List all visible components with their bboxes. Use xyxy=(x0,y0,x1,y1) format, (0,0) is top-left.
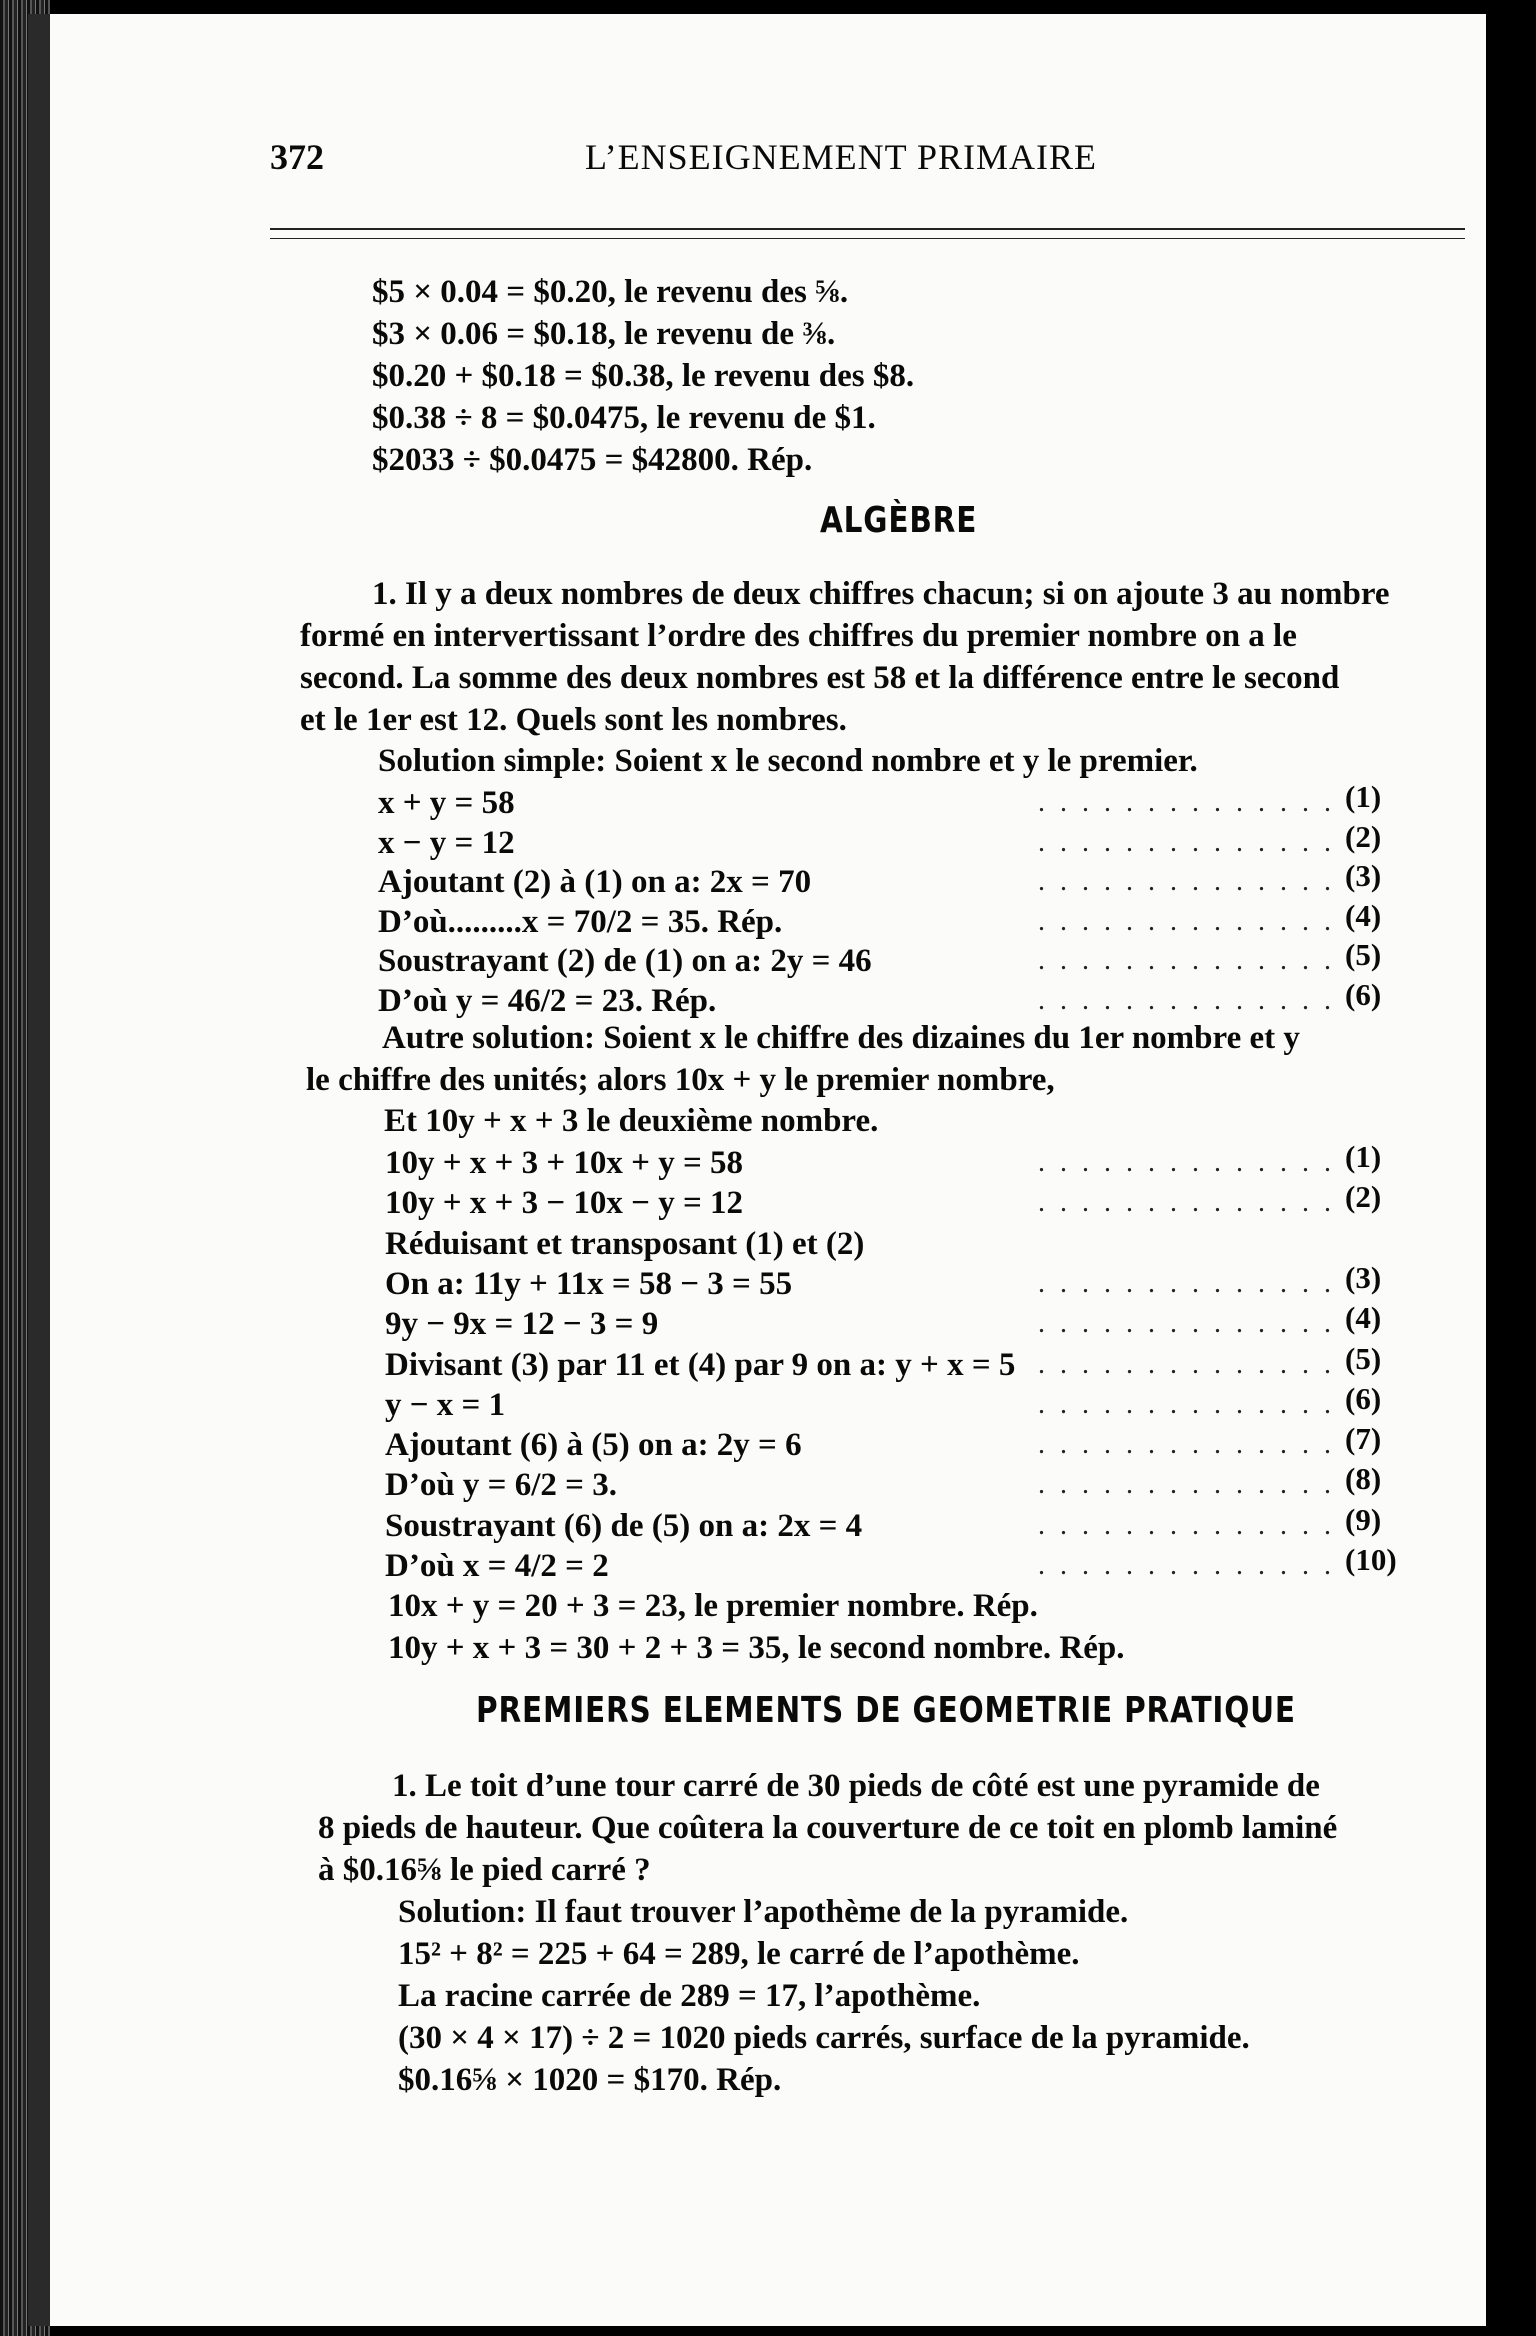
leader-dots: . . . . . . . . . . . . . . xyxy=(1038,1550,1335,1581)
equation-text: Réduisant et transposant (1) et (2) xyxy=(385,1225,865,1262)
equation-number: (2) xyxy=(1345,818,1382,854)
equation-number: (4) xyxy=(1345,897,1382,933)
leader-dots: . . . . . . . . . . . . . . xyxy=(1038,1509,1335,1541)
leader-dots: . . . . . . . . . . . . . . xyxy=(1038,826,1335,858)
equation-text: x − y = 12 xyxy=(378,824,515,861)
leader-dots: . . . . . . . . . . . . . . xyxy=(1038,1348,1335,1380)
equation-text: y − x = 1 xyxy=(385,1386,506,1423)
equation-number: (10) xyxy=(1345,1542,1397,1577)
equation-number: (4) xyxy=(1345,1300,1382,1336)
running-title: L’ENSEIGNEMENT PRIMAIRE xyxy=(585,137,1098,177)
equation-number: (7) xyxy=(1345,1421,1382,1457)
equation-text: x + y = 58 xyxy=(378,785,515,821)
equation-number: (1) xyxy=(1345,1139,1382,1174)
equation-text: D’où x = 4/2 = 2 xyxy=(385,1548,609,1584)
result-line: 10y + x + 3 = 30 + 2 + 3 = 35, le second nombre. Rép. xyxy=(388,1630,1125,1666)
arith-line: $5 × 0.04 = $0.20, le revenu des ⅝. xyxy=(372,274,849,310)
equation-text: 10y + x + 3 + 10x + y = 58 xyxy=(385,1145,744,1181)
arith-line: $3 × 0.06 = $0.18, le revenu de ⅜. xyxy=(372,316,836,352)
problem-line: et le 1er est 12. Quels sont les nombres. xyxy=(300,702,847,738)
autre-intro: Autre solution: Soient x le chiffre des dizaines du 1er nombre et y xyxy=(382,1020,1300,1056)
right-margin-shadow xyxy=(1486,0,1536,2336)
problem-line: second. La somme des deux nombres est 58 et la différence entre le second xyxy=(300,660,1340,696)
leader-dots: . . . . . . . . . . . . . . xyxy=(1038,1267,1335,1299)
solution-line: La racine carrée de 289 = 17, l’apothème. xyxy=(398,1978,981,2014)
equation-text: Soustrayant (2) de (1) on a: 2y = 46 xyxy=(378,943,872,979)
leader-dots: . . . . . . . . . . . . . . xyxy=(1038,984,1335,1016)
problem-line: 1. Le toit d’une tour carré de 30 pieds de côté est une pyramide de xyxy=(392,1768,1320,1804)
equation-text: Ajoutant (2) à (1) on a: 2x = 70 xyxy=(378,864,812,900)
equation-text: Soustrayant (6) de (5) on a: 2x = 4 xyxy=(385,1507,863,1544)
equation-number: (2) xyxy=(1345,1179,1382,1215)
leader-dots: . . . . . . . . . . . . . . xyxy=(1038,1469,1335,1501)
header-rule-thin xyxy=(270,238,1465,239)
leader-dots: . . . . . . . . . . . . . . xyxy=(1038,866,1335,897)
equation-number: (3) xyxy=(1345,1259,1382,1295)
leader-dots: . . . . . . . . . . . . . . xyxy=(1038,1388,1335,1420)
equation-number: (8) xyxy=(1345,1461,1382,1497)
arith-line: $0.38 ÷ 8 = $0.0475, le revenu de $1. xyxy=(372,400,876,436)
section-title-algebre: ALGÈBRE xyxy=(820,500,978,541)
arith-line: $0.20 + $0.18 = $0.38, le revenu des $8. xyxy=(372,358,915,394)
equation-number: (5) xyxy=(1345,1340,1382,1376)
solution-intro: Solution simple: Soient x le second nombre et y le premier. xyxy=(378,743,1198,779)
header-rule xyxy=(270,228,1465,230)
solution-line: (30 × 4 × 17) ÷ 2 = 1020 pieds carrés, surface de la pyramide. xyxy=(398,2020,1250,2056)
leader-dots: . . . . . . . . . . . . . . xyxy=(1038,1187,1335,1219)
equation-text: D’où y = 46/2 = 23. Rép. xyxy=(378,982,717,1019)
equation-number: (1) xyxy=(1345,779,1382,814)
equation-text: D’où y = 6/2 = 3. xyxy=(385,1467,617,1504)
equation-text: D’où.........x = 70/2 = 35. Rép. xyxy=(378,903,783,940)
autre-intro: Et 10y + x + 3 le deuxième nombre. xyxy=(384,1103,879,1139)
leader-dots: . . . . . . . . . . . . . . xyxy=(1038,905,1335,937)
page-number: 372 xyxy=(270,137,324,177)
solution-line: 15² + 8² = 225 + 64 = 289, le carré de l’apothème. xyxy=(398,1936,1080,1972)
problem-line: formé en intervertissant l’ordre des chiffres du premier nombre on a le xyxy=(300,618,1297,654)
leader-dots: . . . . . . . . . . . . . . xyxy=(1038,1308,1335,1340)
leader-dots: . . . . . . . . . . . . . . xyxy=(1038,1429,1335,1461)
equation-number: (6) xyxy=(1345,1380,1382,1416)
arith-line: $2033 ÷ $0.0475 = $42800. Rép. xyxy=(372,442,813,478)
equation-number: (5) xyxy=(1345,937,1382,972)
equation-text: 9y − 9x = 12 − 3 = 9 xyxy=(385,1306,659,1343)
leader-dots: . . . . . . . . . . . . . . xyxy=(1038,787,1335,818)
equation-number: (3) xyxy=(1345,858,1382,893)
equation-text: Divisant (3) par 11 et (4) par 9 on a: y + x = 5 xyxy=(385,1346,1016,1383)
equation-number: (6) xyxy=(1345,976,1382,1012)
section-title-geometrie: PREMIERS ELEMENTS DE GEOMETRIE PRATIQUE xyxy=(476,1690,1296,1731)
leader-dots: . . . . . . . . . . . . . . xyxy=(1038,945,1335,976)
autre-intro: le chiffre des unités; alors 10x + y le premier nombre, xyxy=(306,1062,1055,1098)
problem-line: 1. Il y a deux nombres de deux chiffres chacun; si on ajoute 3 au nombre xyxy=(372,576,1390,612)
problem-line: 8 pieds de hauteur. Que coûtera la couverture de ce toit en plomb laminé xyxy=(318,1810,1338,1846)
solution-line: $0.16⅝ × 1020 = $170. Rép. xyxy=(398,2062,782,2098)
result-line: 10x + y = 20 + 3 = 23, le premier nombre. Rép. xyxy=(388,1588,1038,1624)
problem-line: à $0.16⅝ le pied carré ? xyxy=(318,1852,651,1888)
equation-text: Ajoutant (6) à (5) on a: 2y = 6 xyxy=(385,1427,802,1464)
equation-number: (9) xyxy=(1345,1501,1382,1537)
equation-text: On a: 11y + 11x = 58 − 3 = 55 xyxy=(385,1265,793,1302)
solution-line: Solution: Il faut trouver l’apothème de la pyramide. xyxy=(398,1894,1129,1930)
equation-text: 10y + x + 3 − 10x − y = 12 xyxy=(385,1185,744,1222)
leader-dots: . . . . . . . . . . . . . . xyxy=(1038,1147,1335,1178)
